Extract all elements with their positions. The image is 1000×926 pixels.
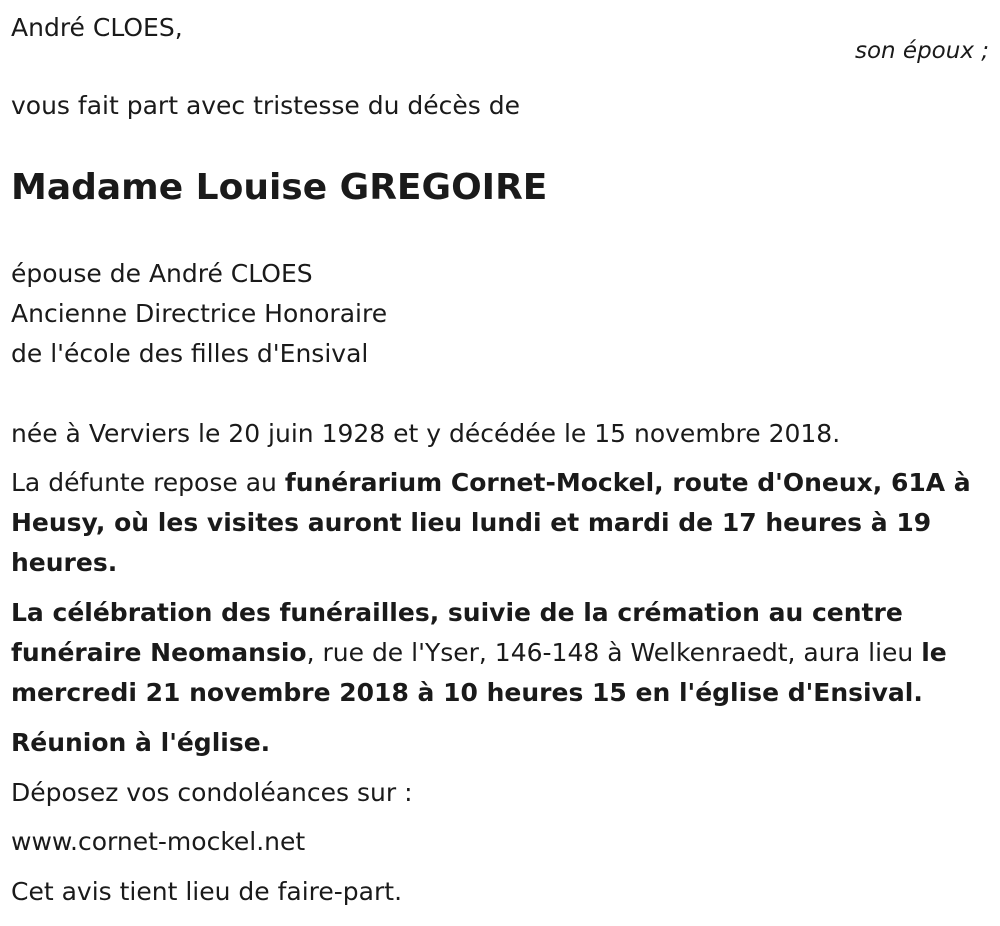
announcement-text: vous fait part avec tristesse du décès de [11,91,520,120]
website-url[interactable]: www.cornet-mockel.net [11,827,306,856]
husband-name: André CLOES, [11,13,183,42]
condolences-label: Déposez vos condoléances sur : [11,778,413,807]
birth-death-line: née à Verviers le 20 juin 1928 et y décédée le 15 novembre 2018. [11,419,841,448]
husband-role: son époux ; [854,38,989,64]
deceased-name: Madame Louise GREGOIRE [11,167,548,208]
reunion-line: Réunion à l'église. [11,728,271,757]
website-link[interactable] [11,822,305,862]
detail-school: de l'école des filles d'Ensival [11,339,369,368]
ceremony-paragraph [11,593,983,713]
repose-paragraph [11,463,983,583]
repose-location: funérarium Cornet-Mockel, route d'Oneux, 61A à Heusy, où les visites auront lieu lundi et mardi de 17 heures à 19 heures. [11,468,971,577]
detail-spouse: épouse de André CLOES [11,259,313,288]
detail-title: Ancienne Directrice Honoraire [11,299,388,328]
deceased-details [11,254,387,374]
ceremony-date: le mercredi 21 novembre 2018 à 10 heures 15 en l'église d'Ensival. [11,638,947,707]
notice-line: Cet avis tient lieu de faire-part. [11,877,403,906]
ceremony-address: , rue de l'Yser, 146-148 à Welkenraedt, aura lieu [306,638,922,667]
obituary-notice [11,0,989,926]
ceremony-lead: La célébration des funérailles, suivie de la crémation au centre funéraire Neomansio [11,598,903,667]
repose-lead: La défunte repose au [11,468,285,497]
